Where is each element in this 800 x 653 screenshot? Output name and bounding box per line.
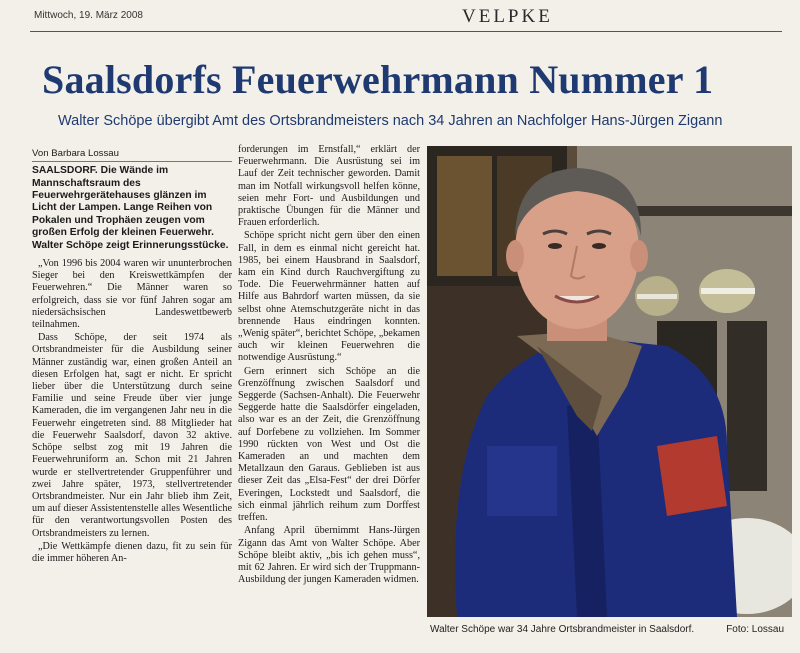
photo-credit: Foto: Lossau xyxy=(726,624,784,635)
body-paragraph: „Von 1996 bis 2004 waren wir ununterbrochen Sieger bei den Kreiswettkämpfen der Feuerwehren.“ Die Männer waren so erfolgreich, dass sie vor fünf Jahren sogar am niedersächsischen Landeswettbewerb teilnahmen. xyxy=(32,258,232,331)
article-photo xyxy=(427,146,792,617)
dateline: Mittwoch, 19. März 2008 xyxy=(34,10,143,21)
caption-text: Walter Schöpe war 34 Jahre Ortsbrandmeister in Saalsdorf. xyxy=(430,624,695,635)
section-title: VELPKE xyxy=(462,6,553,27)
body-paragraph: Schöpe spricht nicht gern über den einen Fall, in dem es einmal nicht gereicht hat. 1985, bei einem Hausbrand in Saalsdorf, kam ein Kind durch Rauchvergiftung zu Tode. Die Feuerwehrmänner hatten auf Hilfe aus Bahrdorf warten müssen, da sie selbst ohne Atemschutzgeräte nicht in das brennende Haus eindringen konnten. „Wenig später“, berichtet Schöpe, „bekamen auch wir kleinen Feuerwehren die notwendige Ausrüstung.“ xyxy=(238,230,420,364)
headline: Saalsdorfs Feuerwehrmann Nummer 1 xyxy=(42,57,714,102)
body-paragraph: Anfang April übernimmt Hans-Jürgen Zigann das Amt von Walter Schöpe. Aber Schöpe bleibt aktiv, „bis ich gehen muss“, mit 62 Jahren. Er wird sich der Truppmann-Ausbildung der jungen Kameraden widmen. xyxy=(238,525,420,586)
subheadline: Walter Schöpe übergibt Amt des Ortsbrandmeisters nach 34 Jahren an Nachfolger Hans-Jürgen Zigann xyxy=(58,113,723,129)
body-paragraph: „Die Wettkämpfe dienen dazu, fit zu sein für die immer höheren An- xyxy=(32,540,232,564)
body-paragraph: Gern erinnert sich Schöpe an die Grenzöffnung zwischen Saalsdorf und Seggerde (Sachsen-Anhalt). Die Feuerwehr Seggerde hatte die Saalsdörfer eingeladen, also war es an der Zeit, die Grenzöffnung auf Dorfebene zu vollziehen. Im Sommer 1990 rückten von West und Ost die Kameraden an und machten dem Metallzaun den Garaus. Geblieben ist aus dieser Zeit das „Elsa-Fest“ der drei Dörfer Everingen, Lockstedt und Saalsdorf, die sich einmal jährlich reihum zum Dorffest treffen. xyxy=(238,365,420,524)
header-rule xyxy=(30,31,782,32)
article-column-2 xyxy=(238,144,420,586)
article-column-1 xyxy=(32,148,232,565)
body-paragraph: forderungen im Ernstfall,“ erklärt der Feuerwehrmann. Die Ausrüstung sei im Lauf der Zeit technischer geworden. Damit man im Notfall wirkungsvoll helfen könne, seien mehr Fort- und Ausbildungen und praktische Übungen für die Männer und Frauen erforderlich. xyxy=(238,144,420,229)
lead-paragraph: SAALSDORF. Die Wände im Mannschaftsraum des Feuerwehrgerätehauses glänzen im Licht der Lampen. Lange Reihen von Pokalen und Trophäen zeugen vom großen Erfolg der kleinen Feuerwehr. Walter Schöpe zeigt Erinnerungsstücke. xyxy=(32,165,229,251)
byline: Von Barbara Lossau xyxy=(32,148,232,162)
body-paragraph: Dass Schöpe, der seit 1974 als Ortsbrandmeister für die Ausbildung seiner Männer zuständig war, einen großen Anteil an diesen Erfolgen hat, sagt er nicht. Er spricht lieber über die Unterstützung durch seine Familie und seine Freude über vier junge Kameraden, die im vergangenen Jahr neu in die Feuerwehr eingetreten sind. 88 Mitglieder hat die Feuerwehr Saalsdorf, davon 32 aktive. Schöpe selbst zog mit 19 Jahren die Feuerwehruniform an. Schon mit 21 Jahren wurde er stellvertretender Gruppenführer und zwei Jahre später, 1973, stellvertretender Ortsbrandmeister. Nur ein Jahr blieb ihm Zeit, um auf dieser Assistentenstelle alles Wesentliche für den verantwortungsvollen Posten des Ortsbrandmeisters zu lernen. xyxy=(32,332,232,539)
photo-caption xyxy=(430,624,788,635)
